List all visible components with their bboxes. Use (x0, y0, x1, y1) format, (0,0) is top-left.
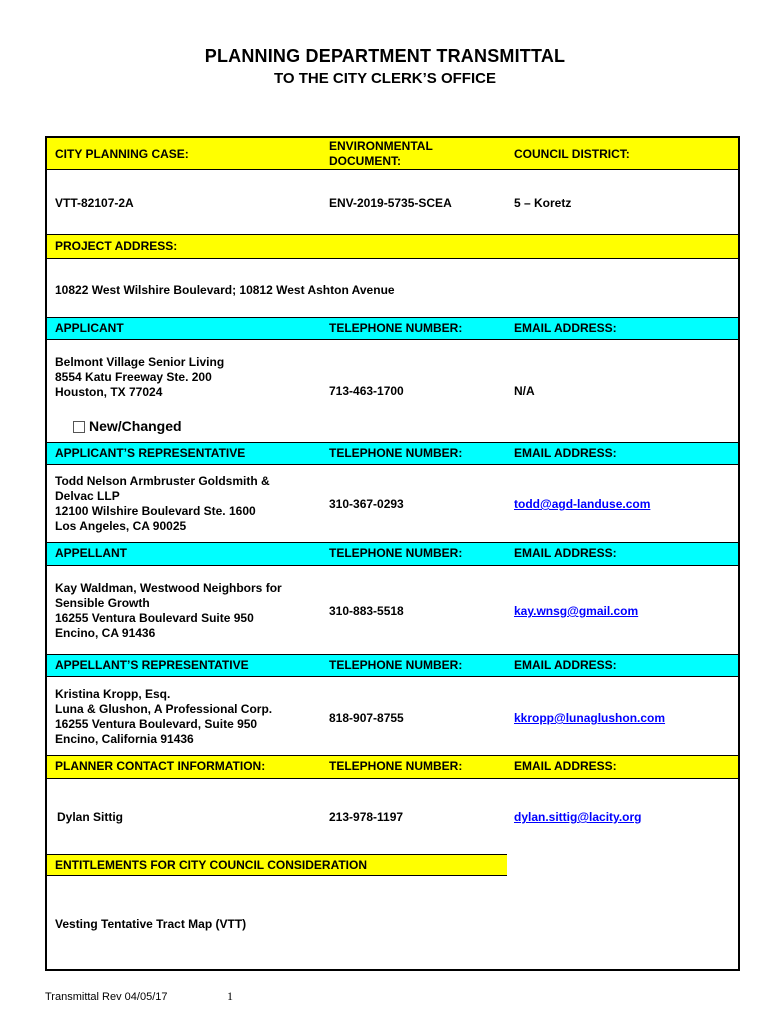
appellant-rep-email-label: EMAIL ADDRESS: (514, 658, 617, 672)
applicant-rep-header (47, 442, 738, 465)
planner-email-link[interactable]: dylan.sittig@lacity.org (514, 810, 642, 824)
applicant-rep-line-1: Todd Nelson Armbruster Goldsmith & (55, 474, 270, 488)
env-label: ENVIRONMENTAL DOCUMENT: (329, 139, 433, 168)
new-changed-checkbox[interactable] (73, 421, 85, 433)
page-title: PLANNING DEPARTMENT TRANSMITTAL (204, 46, 566, 66)
appellant-rep-phone: 818-907-8755 (329, 711, 404, 725)
applicant-rep-line-2: Delvac LLP (55, 489, 120, 503)
applicant-rep-line-4: Los Angeles, CA 90025 (55, 519, 187, 533)
applicant-rep-label: APPLICANT’S REPRESENTATIVE (55, 446, 246, 460)
planner-email-label: EMAIL ADDRESS: (514, 759, 617, 773)
applicant-rep-line-3: 12100 Wilshire Boulevard Ste. 1600 (55, 504, 256, 518)
case-label: CITY PLANNING CASE: (55, 147, 189, 161)
applicant-email: N/A (514, 384, 535, 398)
applicant-rep-phone-label: TELEPHONE NUMBER: (329, 446, 463, 460)
appellant-line-3: 16255 Ventura Boulevard Suite 950 (55, 611, 254, 625)
appellant-email-link[interactable]: kay.wnsg@gmail.com (514, 604, 639, 618)
appellant-rep-email-link[interactable]: kkropp@lunaglushon.com (514, 711, 666, 725)
planner-name: Dylan Sittig (57, 810, 124, 824)
appellant-header (47, 542, 738, 566)
entitlements-value: Vesting Tentative Tract Map (VTT) (55, 917, 247, 931)
project-address-label: PROJECT ADDRESS: (55, 239, 178, 253)
appellant-email-label: EMAIL ADDRESS: (514, 546, 617, 560)
applicant-phone-label: TELEPHONE NUMBER: (329, 321, 463, 335)
district-label: COUNCIL DISTRICT: (514, 147, 630, 161)
appellant-phone: 310-883-5518 (329, 604, 404, 618)
env-document: ENV-2019-5735-SCEA (329, 196, 452, 210)
council-district: 5 – Koretz (514, 196, 572, 210)
appellant-line-4: Encino, CA 91436 (55, 626, 156, 640)
appellant-rep-line-4: Encino, California 91436 (55, 732, 194, 746)
appellant-line-2: Sensible Growth (55, 596, 150, 610)
appellant-rep-line-2: Luna & Glushon, A Professional Corp. (55, 702, 273, 716)
appellant-rep-phone-label: TELEPHONE NUMBER: (329, 658, 463, 672)
appellant-label: APPELLANT (55, 546, 127, 560)
appellant-phone-label: TELEPHONE NUMBER: (329, 546, 463, 560)
applicant-header (47, 317, 738, 340)
applicant-label: APPLICANT (55, 321, 124, 335)
appellant-line-1: Kay Waldman, Westwood Neighbors for (55, 581, 282, 595)
planner-label: PLANNER CONTACT INFORMATION: (55, 759, 266, 773)
new-changed-label: New/Changed (89, 418, 182, 434)
applicant-rep-email-label: EMAIL ADDRESS: (514, 446, 617, 460)
entitlements-label: ENTITLEMENTS FOR CITY COUNCIL CONSIDERATION (55, 858, 368, 872)
applicant-email-label: EMAIL ADDRESS: (514, 321, 617, 335)
applicant-rep-email-link[interactable]: todd@agd-landuse.com (514, 497, 651, 511)
planner-phone: 213-978-1197 (329, 810, 404, 824)
project-address-header (47, 234, 738, 259)
case-header-row (47, 138, 738, 170)
appellant-rep-label: APPELLANT’S REPRESENTATIVE (55, 658, 249, 672)
applicant-line-1: Belmont Village Senior Living (55, 355, 225, 369)
entitlements-header (47, 854, 507, 876)
footer-revision: Transmittal Rev 04/05/17 (45, 991, 168, 1003)
transmittal-form (45, 136, 740, 971)
applicant-line-3: Houston, TX 77024 (55, 385, 163, 399)
applicant-phone: 713-463-1700 (329, 384, 404, 398)
case-number: VTT-82107-2A (55, 196, 134, 210)
planner-phone-label: TELEPHONE NUMBER: (329, 759, 463, 773)
project-address: 10822 West Wilshire Boulevard; 10812 West Ashton Avenue (55, 283, 395, 297)
applicant-rep-phone: 310-367-0293 (329, 497, 404, 511)
appellant-rep-line-1: Kristina Kropp, Esq. (55, 687, 171, 701)
planner-header (47, 755, 738, 779)
applicant-line-2: 8554 Katu Freeway Ste. 200 (55, 370, 212, 384)
appellant-rep-header (47, 654, 738, 677)
page-subtitle: TO THE CITY CLERK’S OFFICE (274, 70, 496, 87)
page-number: 1 (227, 989, 233, 1003)
appellant-rep-line-3: 16255 Ventura Boulevard, Suite 950 (55, 717, 258, 731)
